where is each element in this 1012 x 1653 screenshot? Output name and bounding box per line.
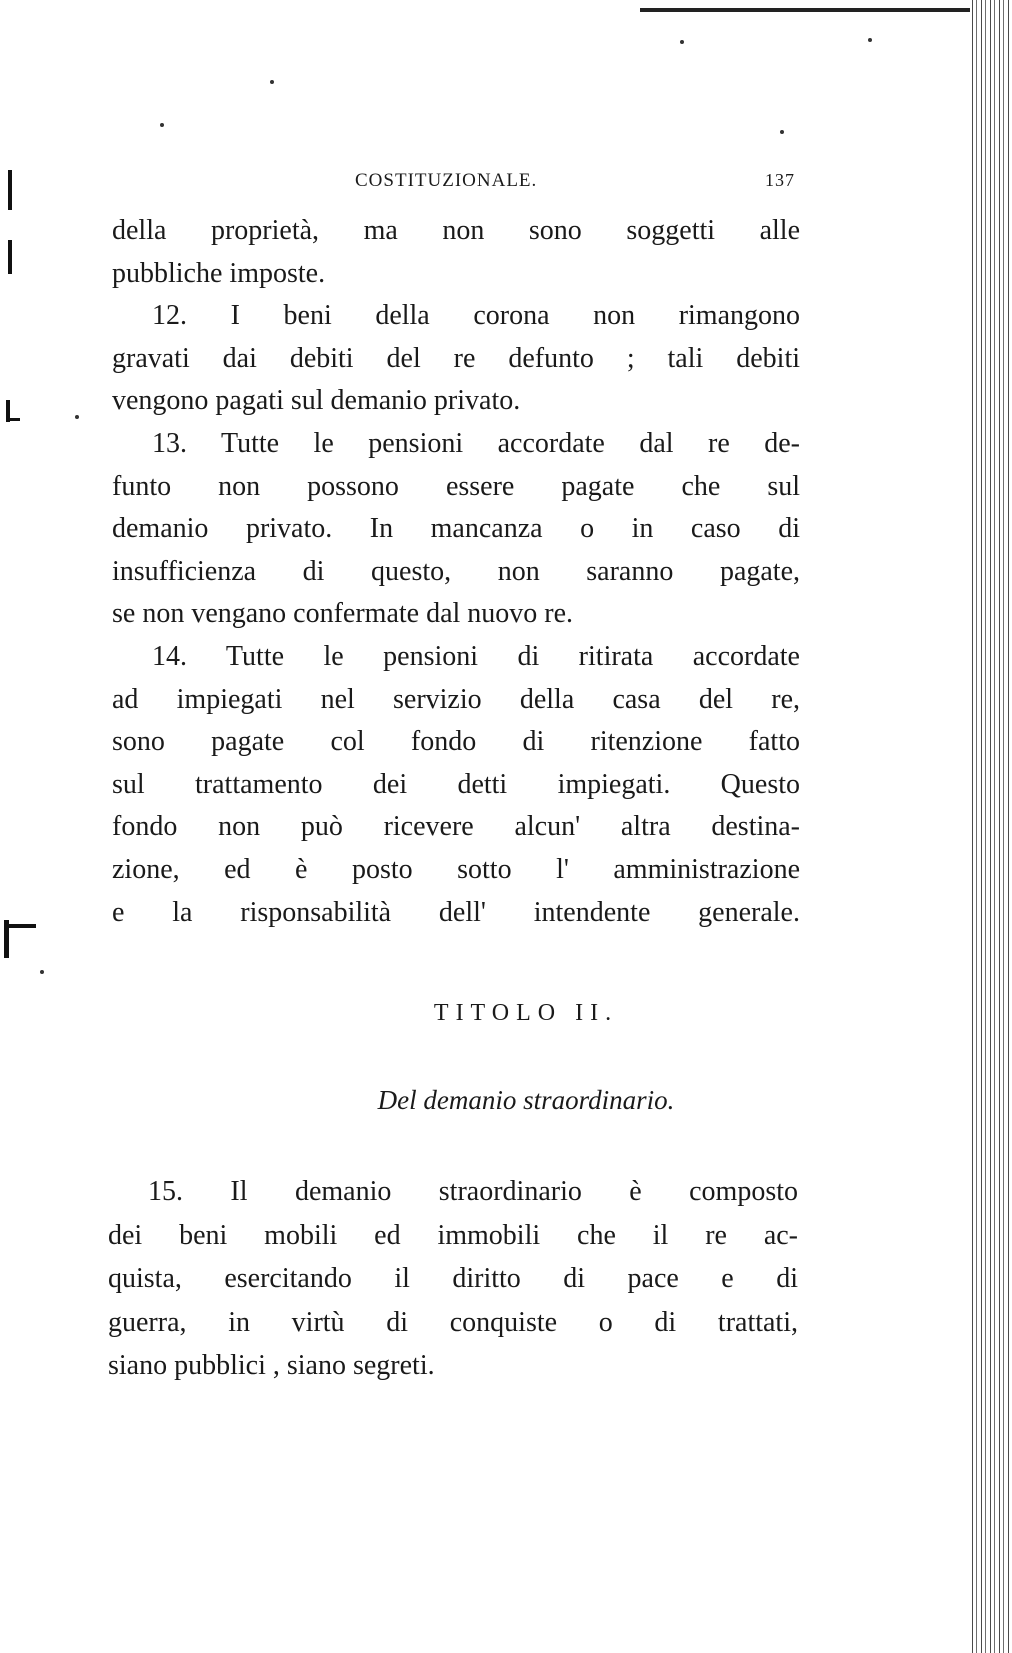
text-line: zione, ed è posto sotto l' amministrazione — [112, 853, 800, 885]
margin-mark — [4, 924, 36, 928]
text-line: pubbliche imposte. — [112, 257, 326, 289]
speck — [75, 415, 79, 419]
text-line: sul trattamento dei detti impiegati. Questo — [112, 768, 800, 800]
text-line: 12. I beni della corona non rimangono — [152, 300, 800, 332]
margin-mark — [8, 240, 12, 274]
scan-edge-rule — [640, 8, 970, 12]
speck — [160, 123, 164, 127]
text-line: sono pagate col fondo di ritenzione fatto — [112, 726, 800, 758]
text-line: 13. Tutte le pensioni accordate dal re de- — [152, 427, 800, 459]
text-line: siano pubblici , siano segreti. — [108, 1350, 435, 1381]
text-line: guerra, in virtù di conquiste o di trattati, — [108, 1306, 798, 1338]
margin-mark — [6, 418, 20, 421]
speck — [270, 80, 274, 84]
text-line: dei beni mobili ed immobili che il re ac- — [108, 1219, 798, 1251]
text-line: ad impiegati nel servizio della casa del re, — [112, 683, 800, 715]
text-line: 15. Il demanio straordinario è composto — [148, 1176, 798, 1207]
speck — [868, 38, 872, 42]
binding-edge — [970, 0, 1012, 1653]
speck — [680, 40, 684, 44]
text-line: vengono pagati sul demanio privato. — [112, 385, 521, 417]
running-head-title: COSTITUZIONALE. — [355, 170, 538, 191]
body-text — [108, 1170, 798, 1388]
text-line: 14. Tutte le pensioni di ritirata accordate — [152, 640, 800, 672]
running-head — [355, 170, 795, 196]
section-subheading: Del demanio straordinario. — [377, 1085, 675, 1115]
section-heading: TITOLO II. — [433, 1000, 619, 1026]
body-text — [112, 210, 800, 934]
text-line: demanio privato. In mancanza o in caso di — [112, 513, 800, 545]
margin-mark — [8, 170, 12, 210]
text-line: quista, esercitando il diritto di pace e di — [108, 1263, 798, 1294]
page-number: 137 — [765, 170, 795, 190]
speck — [780, 130, 784, 134]
speck — [40, 970, 44, 974]
text-line: fondo non può ricevere alcun' altra destina- — [112, 811, 800, 843]
text-line: gravati dai debiti del re defunto ; tali debiti — [112, 342, 800, 374]
text-line: insufficienza di questo, non saranno pagate, — [112, 555, 800, 587]
text-line: della proprietà, ma non sono soggetti alle — [112, 215, 800, 246]
text-line: funto non possono essere pagate che sul — [112, 470, 800, 502]
text-line: e la risponsabilità dell' intendente generale. — [112, 896, 800, 928]
text-line: se non vengano confermate dal nuovo re. — [112, 598, 574, 630]
